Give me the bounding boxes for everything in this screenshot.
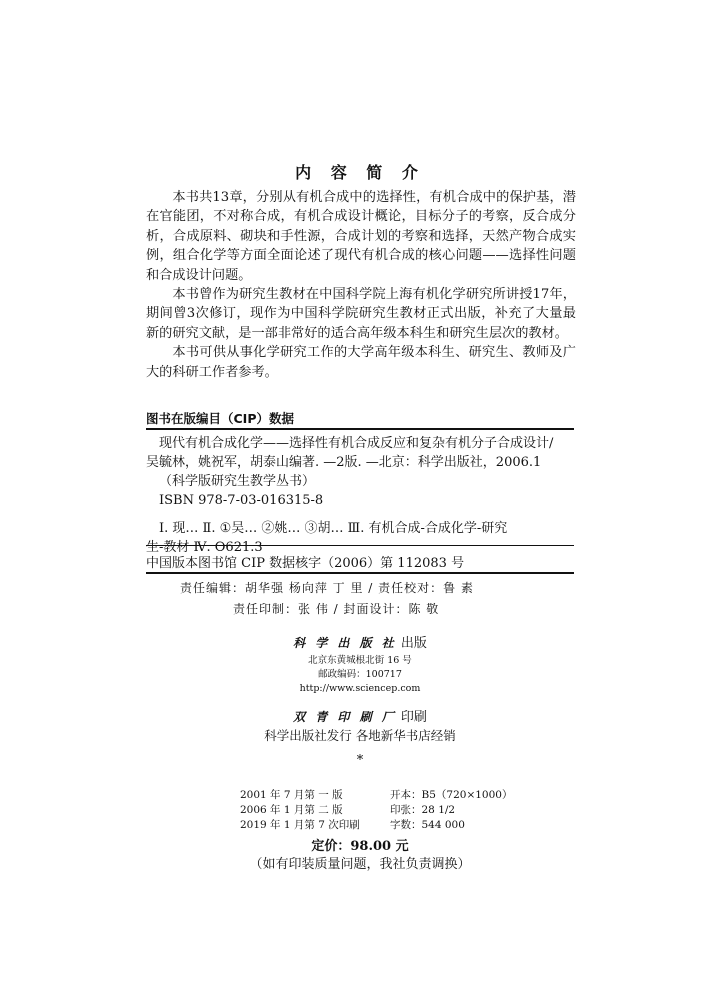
edition-date: 2006 年 1 月第 二 版	[240, 804, 343, 816]
edition-date: 2019 年 1 月第 7 次印刷	[240, 819, 360, 831]
publisher-address: 北京东黄城根北街 16 号	[308, 655, 412, 666]
intro-paragraph: 本书共13章，分别从有机合成中的选择性，有机合成中的保护基，潜在官能团，不对称合成，有机合成设计概论，目标分子的考察，反合成分析，合成原料、砌块和手性源，合成计划的考察和选择，天然产物合成实例，组合化学等方面全面论述了现代有机合成的核心问题——选择性问题和合成设计问题。	[146, 190, 576, 283]
quality-notice: （如有印装质量问题，我社负责调换）	[249, 857, 471, 872]
printer-line	[0, 706, 720, 725]
publisher-address-block	[0, 654, 720, 696]
printer-suffix: 印刷	[400, 710, 427, 725]
printer-logo: 双 青 印 刷 厂	[293, 710, 397, 724]
cip-top-rule	[146, 428, 574, 430]
publisher-suffix: 出版	[400, 636, 427, 651]
edition-spec: 字数：544 000	[390, 819, 465, 831]
cip-author-line: 吴毓林，姚祝军，胡泰山编著. —2版. —北京：科学出版社，2006.1	[146, 455, 542, 470]
cip-classification-line: 生-教材 Ⅳ. O621.3	[146, 540, 263, 555]
edition-row	[240, 788, 540, 803]
edition-date: 2001 年 7 月第 一 版	[240, 789, 343, 801]
edition-row	[240, 818, 540, 833]
cip-bottom-rule	[146, 572, 574, 574]
cip-title-line: 现代有机合成化学——选择性有机合成反应和复杂有机分子合成设计/	[159, 436, 554, 451]
editor-credits: 责任编辑：胡华强 杨向萍 丁 里 / 责任校对：鲁 素	[180, 581, 474, 595]
cip-isbn-line: ISBN 978-7-03-016315-8	[159, 493, 324, 508]
production-credits: 责任印制：张 伟 / 封面设计：陈 敬	[233, 602, 440, 616]
cip-mid-rule	[146, 545, 574, 546]
publisher-line	[0, 632, 720, 651]
intro-title: 内 容 简 介	[295, 163, 425, 182]
edition-table	[240, 788, 540, 833]
cip-series-line: （科学版研究生教学丛书）	[159, 474, 316, 489]
publisher-logo: 科 学 出 版 社	[293, 636, 397, 650]
cip-heading: 图书在版编目（CIP）数据	[146, 411, 294, 426]
separator-star: *	[356, 753, 364, 768]
publisher-postcode: 邮政编码：100717	[318, 669, 402, 680]
cip-record	[146, 434, 578, 557]
cip-classification-line: Ⅰ. 现… Ⅱ. ①吴… ②姚… ③胡… Ⅲ. 有机合成-合成化学-研究	[159, 521, 508, 536]
cip-number: 中国版本图书馆 CIP 数据核字（2006）第 112083 号	[146, 556, 465, 571]
edition-spec: 印张：28 1/2	[390, 804, 456, 816]
intro-paragraph: 本书可供从事化学研究工作的大学高年级本科生、研究生、教师及广大的科研工作者参考。	[146, 345, 576, 380]
edition-spec: 开本：B5（720×1000）	[390, 789, 513, 801]
distribution-line: 科学出版社发行 各地新华书店经销	[264, 728, 456, 743]
intro-text	[146, 188, 576, 382]
edition-row	[240, 803, 540, 818]
publisher-url: http://www.sciencep.com	[299, 683, 421, 694]
intro-paragraph: 本书曾作为研究生教材在中国科学院上海有机化学研究所讲授17年，期间曾3次修订，现作为中国科学院研究生教材正式出版，补充了大量最新的研究文献，是一部非常好的适合高年级本科生和研究生层次的教材。	[146, 287, 576, 341]
price: 定价：98.00 元	[311, 839, 409, 854]
